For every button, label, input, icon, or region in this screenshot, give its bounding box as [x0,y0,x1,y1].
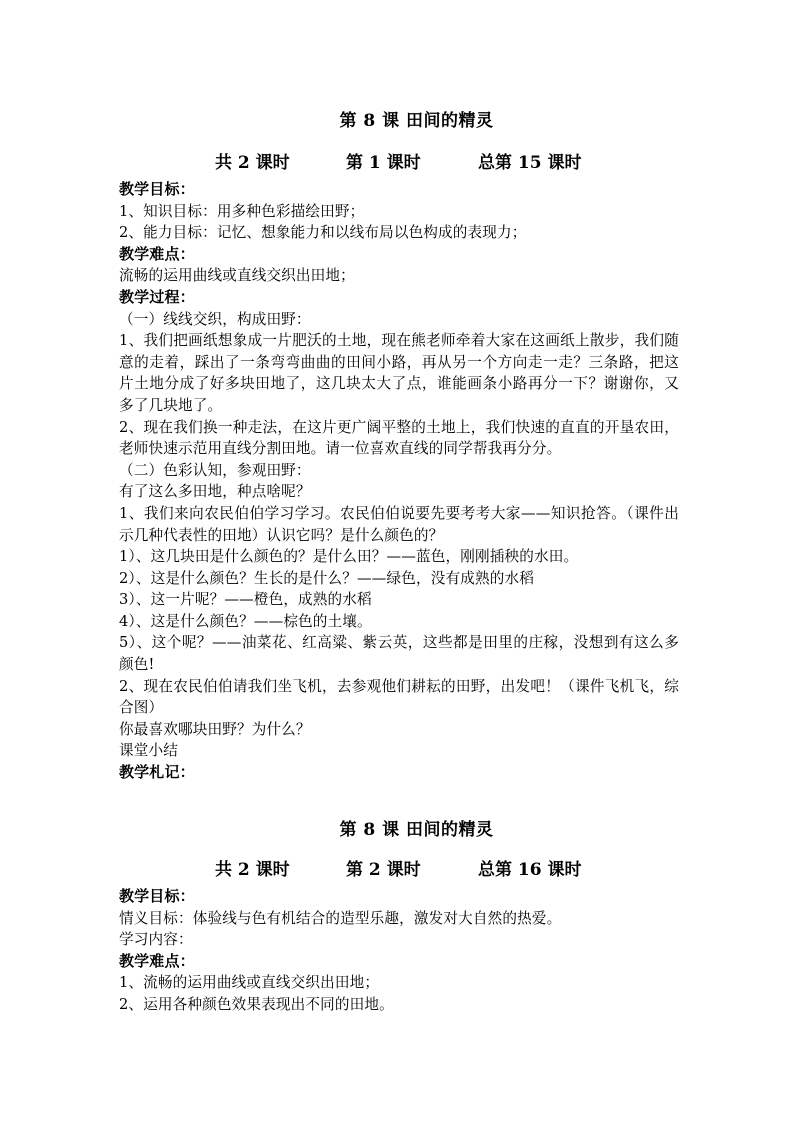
lesson-1-section-2-paragraph-1: 1、我们来向农民伯伯学习学习。农民伯伯说要先要考考大家——知识抢答。（课件出示几种代表性的田地）认识它吗？是什么颜色的？ [119,504,679,544]
lesson-1-current-period: 第 1 课时 [346,153,421,173]
lesson-2-content-label: 学习内容： [119,931,193,949]
lesson-2-difficulty-1: 1、流畅的运用曲线或直线交织出田地； [119,974,380,992]
lesson-1-notes-heading: 教学札记： [119,763,195,782]
lesson-1-item-2: 2）、这是什么颜色？生长的是什么？——绿色，没有成熟的水稻 [119,569,534,587]
lesson-1-section-2-question: 有了这么多田地，种点啥呢？ [119,483,311,501]
lesson-2-difficulty-2: 2、运用各种颜色效果表现出不同的田地。 [119,995,394,1013]
lesson-1-overall-period: 总第 15 课时 [478,153,582,173]
lesson-1-difficulty-1: 流畅的运用曲线或直线交织出田地； [119,267,355,285]
lesson-1-total-periods: 共 2 课时 [215,153,290,173]
lesson-2-overall-period: 总第 16 课时 [478,860,582,880]
lesson-1-goal-1: 1、知识目标：用多种色彩描绘田野； [119,202,365,220]
lesson-1-section-2-title: （二）色彩认知，参观田野： [119,461,311,479]
lesson-1-question: 你最喜欢哪块田野？为什么？ [119,720,311,738]
lesson-2-current-period: 第 2 课时 [346,860,421,880]
lesson-1-goal-2: 2、能力目标：记忆、想象能力和以线布局以色构成的表现力； [119,224,527,242]
lesson-2-body [119,886,679,1016]
lesson-1-difficulty-heading: 教学难点： [119,244,195,263]
lesson-1-item-1: 1）、这几块田是什么颜色的？是什么田？——蓝色，刚刚插秧的水田。 [119,548,579,566]
lesson-1-section-1-paragraph-1: 1、我们把画纸想象成一片肥沃的土地，现在熊老师牵着大家在这画纸上散步，我们随意的走着，踩出了一条弯弯曲曲的田间小路，再从另一个方向走一走？三条路，把这片土地分成了好多块田地了，这几块太大了点，谁能画条小路再分一下？谢谢你，又多了几块地了。 [119,332,679,414]
lesson-1-process-heading: 教学过程： [119,287,195,306]
lesson-2-total-periods: 共 2 课时 [215,860,290,880]
lesson-1-section-1-title: （一）线线交织，构成田野： [119,310,311,328]
lesson-1-title: 第 8 课 田间的精灵 [339,111,494,131]
lesson-1-item-3: 3）、这一片呢？——橙色，成熟的水稻 [119,591,372,609]
lesson-2-title: 第 8 课 田间的精灵 [339,820,494,840]
lesson-1-section-2-paragraph-2: 2、现在农民伯伯请我们坐飞机，去参观他们耕耘的田野，出发吧！（课件飞机飞，综合图） [119,677,679,717]
lesson-2-goal-1: 情义目标：体验线与色有机结合的造型乐趣，激发对大自然的热爱。 [119,909,562,927]
lesson-1-item-4: 4）、这是什么颜色？——棕色的土壤。 [119,612,372,630]
lesson-1-goals-heading: 教学目标： [119,180,195,198]
lesson-1-section-1-paragraph-2: 2、现在我们换一种走法，在这片更广阔平整的土地上，我们快速的直直的开垦农田，老师快速示范用直线分割田地。请一位喜欢直线的同学帮我再分分。 [119,418,679,458]
lesson-1-item-5: 5）、这个呢？——油菜花、红高粱、紫云英，这些都是田里的庄稼，没想到有这么多颜色! [119,634,679,674]
lesson-1-body [119,179,679,784]
lesson-2-goals-heading: 教学目标： [119,887,195,905]
lesson-1-summary: 课堂小结 [119,742,178,760]
lesson-2-difficulty-heading: 教学难点： [119,951,195,970]
